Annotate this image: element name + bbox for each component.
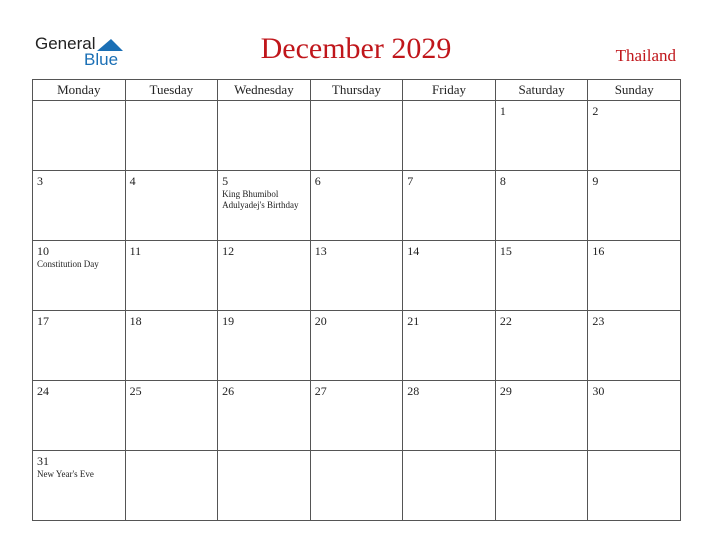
- page-title: December 2029: [260, 32, 452, 65]
- day-cell: [588, 381, 681, 451]
- day-number: 2: [592, 104, 599, 118]
- day-number: 22: [499, 314, 512, 328]
- calendar-body: [33, 101, 681, 521]
- day-number: 16: [592, 244, 605, 258]
- holiday-label: Constitution Day: [37, 259, 99, 270]
- day-cell: [218, 241, 311, 311]
- day-cell: [403, 451, 496, 521]
- day-number: 28: [407, 384, 420, 398]
- day-number: 7: [407, 174, 414, 188]
- day-cell: [403, 241, 496, 311]
- calendar-week-row: [33, 171, 681, 241]
- day-cell: [310, 451, 403, 521]
- day-number: 3: [37, 174, 43, 188]
- calendar-week-row: [33, 101, 681, 171]
- day-number: 20: [314, 314, 327, 328]
- day-number: 31: [37, 454, 49, 468]
- day-number: 13: [314, 244, 327, 258]
- day-cell: [33, 171, 126, 241]
- day-number: 10: [37, 244, 49, 258]
- day-number: 29: [499, 384, 512, 398]
- day-cell: [125, 311, 218, 381]
- calendar-week-row: [33, 311, 681, 381]
- day-number: 9: [592, 174, 599, 188]
- weekday-header: Sunday: [588, 80, 681, 101]
- day-number: 27: [314, 384, 327, 398]
- day-cell: [125, 241, 218, 311]
- day-cell: [33, 101, 126, 171]
- day-cell: [588, 311, 681, 381]
- day-cell: [218, 381, 311, 451]
- day-cell: [310, 101, 403, 171]
- day-number: 24: [37, 384, 49, 398]
- day-number: 18: [129, 314, 142, 328]
- day-number: 15: [499, 244, 512, 258]
- day-cell: [403, 381, 496, 451]
- day-cell: [125, 171, 218, 241]
- day-cell: [218, 101, 311, 171]
- day-cell: [33, 241, 126, 311]
- day-number: 17: [37, 314, 49, 328]
- holiday-label: New Year's Eve: [37, 469, 94, 480]
- day-number: 8: [499, 174, 506, 188]
- day-cell: [403, 171, 496, 241]
- day-number: 6: [314, 174, 321, 188]
- day-cell: [33, 381, 126, 451]
- weekday-header: Tuesday: [125, 80, 218, 101]
- weekday-header: Saturday: [495, 80, 588, 101]
- day-cell: [310, 241, 403, 311]
- day-number: 21: [407, 314, 420, 328]
- day-cell: [125, 101, 218, 171]
- day-number: 26: [222, 384, 235, 398]
- day-cell: [588, 241, 681, 311]
- day-cell: [33, 311, 126, 381]
- logo-blue-text: Blue: [84, 50, 119, 69]
- day-cell: [125, 451, 218, 521]
- day-number: 30: [592, 384, 605, 398]
- weekday-header-row: [33, 80, 681, 101]
- weekday-header: Friday: [403, 80, 496, 101]
- weekday-header: Wednesday: [218, 80, 311, 101]
- day-cell: [218, 311, 311, 381]
- day-cell: [310, 311, 403, 381]
- day-number: 5: [222, 174, 229, 188]
- calendar-week-row: [33, 451, 681, 521]
- day-cell: [403, 311, 496, 381]
- day-cell: [403, 101, 496, 171]
- day-cell: [218, 451, 311, 521]
- day-number: 1: [499, 104, 506, 118]
- day-cell: [218, 171, 311, 241]
- day-number: 12: [222, 244, 235, 258]
- holiday-label: King Bhumibol Adulyadej's Birthday: [222, 189, 299, 210]
- day-number: 19: [222, 314, 235, 328]
- day-number: 25: [129, 384, 142, 398]
- day-cell: [495, 381, 588, 451]
- day-number: 14: [407, 244, 420, 258]
- weekday-header: Thursday: [310, 80, 403, 101]
- day-cell: [588, 101, 681, 171]
- day-cell: [495, 451, 588, 521]
- day-cell: [495, 171, 588, 241]
- day-cell: [495, 101, 588, 171]
- logo-general-text: General: [35, 34, 96, 53]
- day-cell: [588, 171, 681, 241]
- day-cell: [588, 451, 681, 521]
- day-cell: [310, 171, 403, 241]
- day-cell: [495, 241, 588, 311]
- day-cell: [495, 311, 588, 381]
- day-cell: [33, 451, 126, 521]
- calendar-week-row: [33, 241, 681, 311]
- day-number: 11: [129, 244, 142, 258]
- day-cell: [125, 381, 218, 451]
- calendar-grid: [32, 79, 681, 521]
- calendar-week-row: [33, 381, 681, 451]
- day-number: 4: [129, 174, 136, 188]
- day-number: 23: [592, 314, 605, 328]
- weekday-header: Monday: [33, 80, 126, 101]
- day-cell: [310, 381, 403, 451]
- country-label: Thailand: [615, 46, 676, 65]
